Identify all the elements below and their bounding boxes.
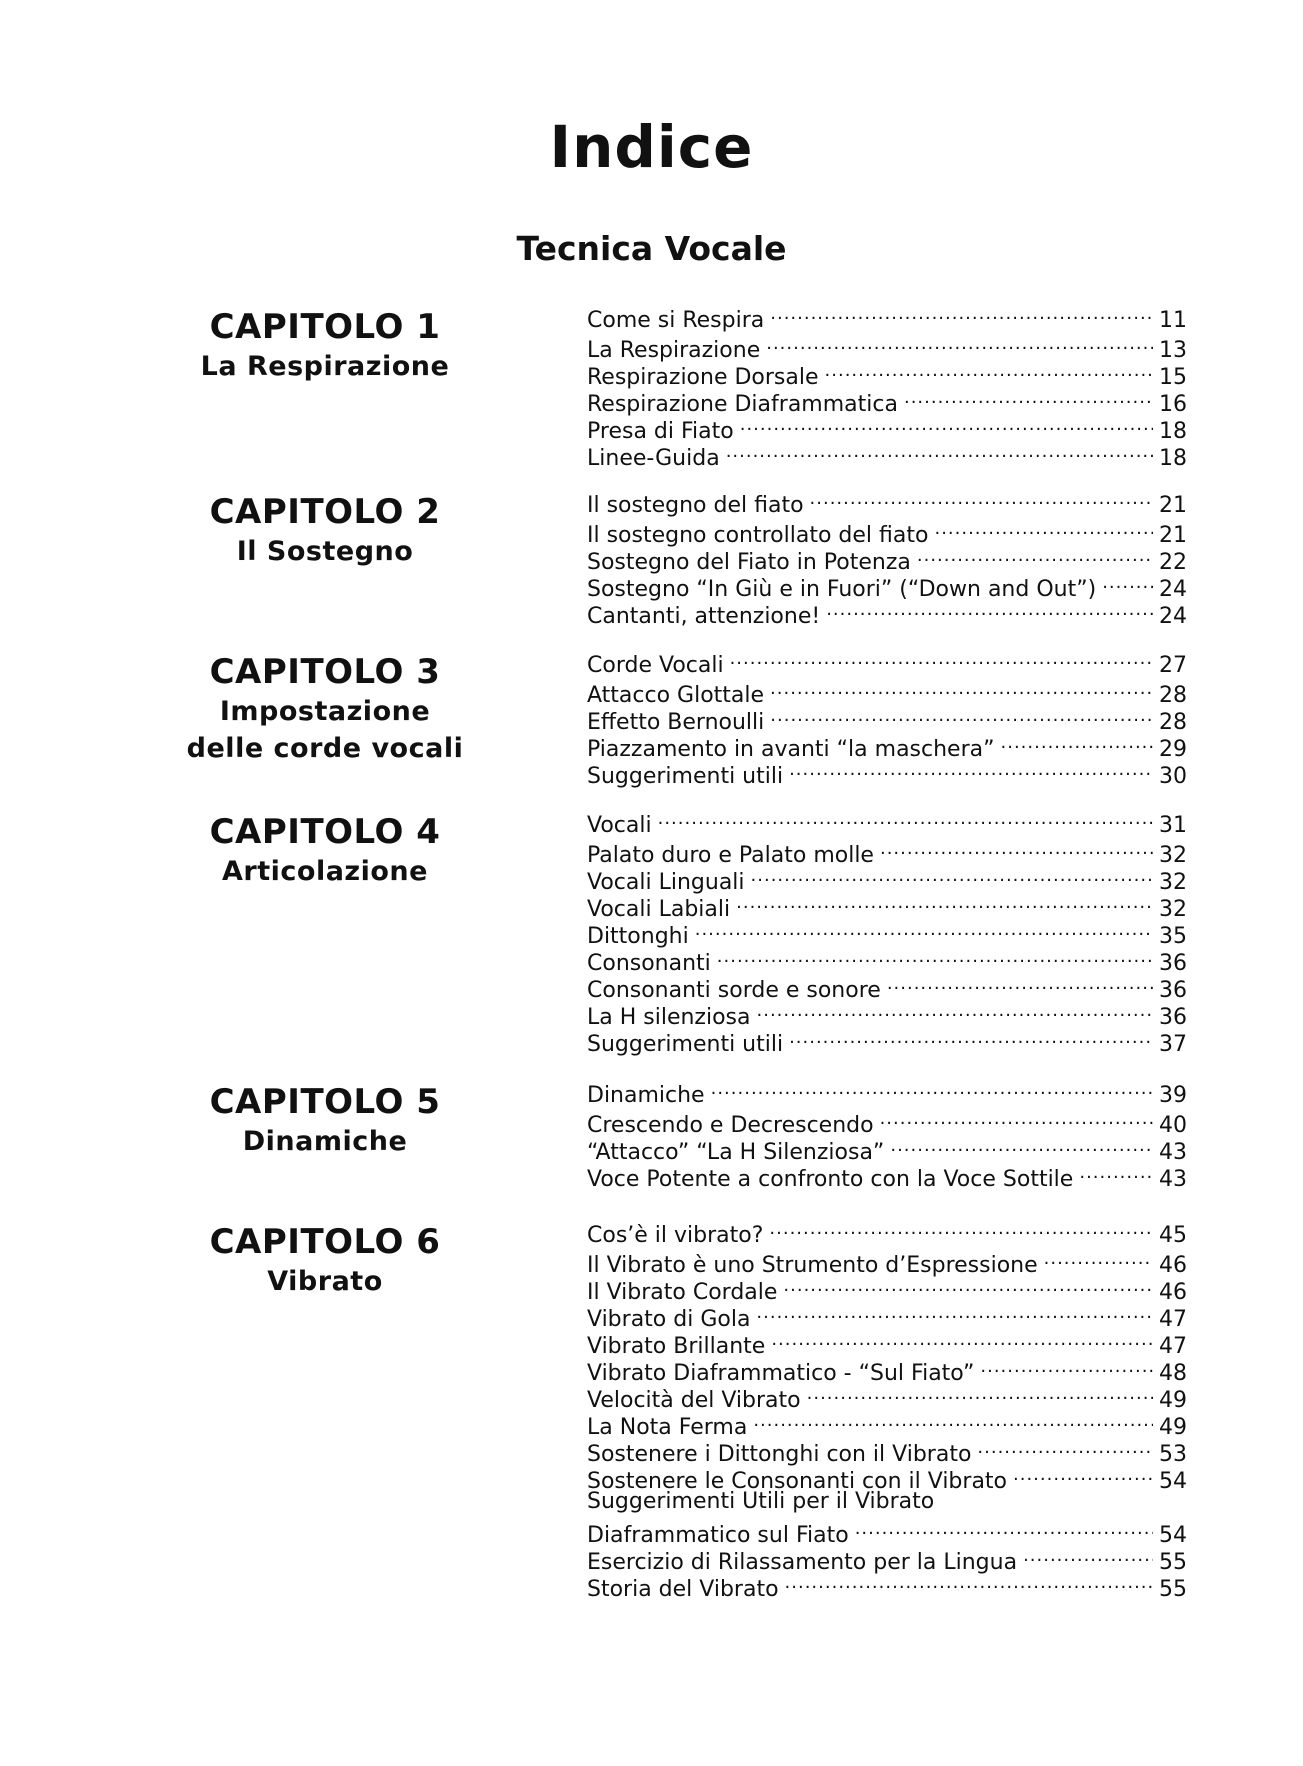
toc-entry-title: Consonanti (587, 951, 711, 976)
chapter-number: CAPITOLO 6 (209, 1222, 441, 1262)
dot-leader (1001, 729, 1153, 756)
toc-entry-title: Crescendo e Decrescendo (587, 1113, 874, 1138)
toc-entry-page: 24 (1159, 604, 1187, 629)
toc-entry[interactable] (587, 645, 1187, 678)
toc-entry-page: 55 (1159, 1550, 1187, 1575)
toc-entry-page: 15 (1159, 365, 1187, 390)
dot-leader (1013, 1461, 1153, 1488)
toc-entry[interactable] (587, 485, 1187, 518)
toc-entry-page: 54 (1159, 1523, 1187, 1548)
dot-leader (826, 596, 1153, 623)
chapter-heading (120, 1221, 530, 1300)
chapter-heading (120, 306, 530, 385)
toc-entry-title: “Attacco” “La H Silenziosa” (587, 1140, 885, 1165)
dot-leader (751, 862, 1153, 889)
toc-entry-page: 32 (1159, 870, 1187, 895)
toc-entry-page: 35 (1159, 924, 1187, 949)
dot-leader (810, 485, 1153, 512)
dot-leader (726, 438, 1153, 465)
toc-entry-page: 28 (1159, 683, 1187, 708)
dot-leader (980, 1353, 1153, 1380)
toc-entry[interactable] (587, 835, 1187, 868)
chapter-name: Il Sostegno (236, 536, 414, 567)
toc-entry-page: 43 (1159, 1140, 1187, 1165)
toc-entry-page: 47 (1159, 1334, 1187, 1359)
toc-entry-title: Esercizio di Rilassamento per la Lingua (587, 1550, 1018, 1575)
toc-entry-title: Vibrato Brillante (587, 1334, 766, 1359)
toc-entry-title: Vocali (587, 813, 652, 838)
toc-entry-title: Sostegno “In Giù e in Fuori” (“Down and Out”) (587, 577, 1097, 602)
dot-leader (730, 645, 1153, 672)
dot-leader (783, 1272, 1153, 1299)
toc-entry-title: Cantanti, attenzione! (587, 604, 821, 629)
toc-entry-title: Sostenere i Dittonghi con il Vibrato (587, 1442, 972, 1467)
toc-entry-title: Storia del Vibrato (587, 1577, 779, 1602)
toc-entry-title: Presa di Fiato (587, 419, 734, 444)
toc-entry-title: Corde Vocali (587, 653, 724, 678)
dot-leader (880, 835, 1153, 862)
toc-entry-page: 28 (1159, 710, 1187, 735)
toc-entry-title: Palato duro e Palato molle (587, 843, 874, 868)
toc-entry-page: 22 (1159, 550, 1187, 575)
toc-entry-page: 27 (1159, 653, 1187, 678)
chapter-entries (587, 805, 1187, 1057)
dot-leader (770, 675, 1153, 702)
toc-entry-title: Voce Potente a confronto con la Voce Sottile (587, 1167, 1074, 1192)
toc-entry-page: 16 (1159, 392, 1187, 417)
toc-entry-title: Vibrato di Gola (587, 1307, 751, 1332)
dot-leader (825, 357, 1153, 384)
toc-entry-page: 43 (1159, 1167, 1187, 1192)
toc-entry-title: Sostenere le Consonanti con il Vibrato (587, 1469, 1008, 1494)
toc-entry-page: 53 (1159, 1442, 1187, 1467)
dot-leader (717, 943, 1153, 970)
dot-leader (695, 916, 1153, 943)
chapter-number: CAPITOLO 3 (209, 652, 441, 692)
toc-entry-page: 45 (1159, 1223, 1187, 1248)
toc-entry[interactable] (587, 1515, 1187, 1548)
chapter-name: La Respirazione (200, 351, 450, 382)
toc-entry[interactable] (587, 805, 1187, 838)
dot-leader (855, 1515, 1153, 1542)
dot-leader (977, 1434, 1153, 1461)
toc-entry-page: 11 (1159, 308, 1187, 333)
toc-entry[interactable] (587, 300, 1187, 333)
toc-entry-page: 36 (1159, 978, 1187, 1003)
dot-leader (766, 330, 1153, 357)
chapter-heading (120, 1081, 530, 1160)
toc-entry-title: Dittonghi (587, 924, 689, 949)
toc-entry-title: Dinamiche (587, 1083, 705, 1108)
toc-entry-page: 18 (1159, 446, 1187, 471)
dot-leader (904, 384, 1153, 411)
toc-entry-page: 21 (1159, 493, 1187, 518)
chapter-entries (587, 645, 1187, 789)
chapter-name: Dinamiche (242, 1126, 408, 1157)
toc-entry-title: Effetto Bernoulli (587, 710, 765, 735)
toc-entry-title: Il Vibrato è uno Strumento d’Espressione (587, 1253, 1038, 1278)
dot-leader (770, 702, 1153, 729)
chapter-number: CAPITOLO 4 (209, 812, 441, 852)
page-title: Indice (549, 113, 754, 181)
chapter-entries (587, 485, 1187, 629)
toc-entry-page: 21 (1159, 523, 1187, 548)
toc-entry-title: Respirazione Dorsale (587, 365, 819, 390)
toc-entry-title: Piazzamento in avanti “la maschera” (587, 737, 995, 762)
toc-entry-title: Sostegno del Fiato in Potenza (587, 550, 911, 575)
dot-leader (736, 889, 1153, 916)
dot-leader (658, 805, 1153, 832)
toc-entry-title: Suggerimenti utili (587, 1032, 784, 1057)
toc-entry[interactable] (587, 1215, 1187, 1248)
toc-entry-title: Consonanti sorde e sonore (587, 978, 881, 1003)
dot-leader (789, 756, 1153, 783)
dot-leader (890, 1132, 1153, 1159)
toc-entry-title: Come si Respira (587, 308, 765, 333)
chapter-name: Vibrato (267, 1266, 383, 1297)
toc-entry-title: Linee-Guida (587, 446, 720, 471)
chapter-name: delle corde vocali (186, 733, 464, 764)
dot-leader (756, 1299, 1153, 1326)
toc-entry[interactable] (587, 1075, 1187, 1108)
chapter-number: CAPITOLO 5 (209, 1082, 441, 1122)
toc-entry-title: Suggerimenti utili (587, 764, 784, 789)
toc-entry-page: 47 (1159, 1307, 1187, 1332)
toc-entry-title: Vocali Labiali (587, 897, 731, 922)
toc-entry-page: 40 (1159, 1113, 1187, 1138)
toc-entry-page: 55 (1159, 1577, 1187, 1602)
dot-leader (785, 1569, 1153, 1596)
toc-entry-title: La H silenziosa (587, 1005, 751, 1030)
toc-entry-title: Diaframmatico sul Fiato (587, 1523, 849, 1548)
toc-entry-page: 30 (1159, 764, 1187, 789)
dot-leader (770, 300, 1153, 327)
toc-entry-title: La Respirazione (587, 338, 761, 363)
dot-leader (917, 542, 1153, 569)
toc-entry-page: 37 (1159, 1032, 1187, 1057)
toc-entry-title: Velocità del Vibrato (587, 1388, 801, 1413)
chapter-entries (587, 1215, 1187, 1602)
dot-leader (711, 1075, 1153, 1102)
toc-entry-page: 13 (1159, 338, 1187, 363)
dot-leader (771, 1326, 1153, 1353)
dot-leader (789, 1024, 1153, 1051)
toc-entry-title: Vibrato Diaframmatico - “Sul Fiato” (587, 1361, 975, 1386)
toc-entry-title: Respirazione Diaframmatica (587, 392, 898, 417)
dot-leader (880, 1105, 1153, 1132)
toc-entry-title: Cos’è il vibrato? (587, 1223, 764, 1248)
chapter-name: Articolazione (222, 856, 428, 887)
toc-entry-page: 24 (1159, 577, 1187, 602)
chapter-entries (587, 300, 1187, 471)
toc-entry-page: 49 (1159, 1415, 1187, 1440)
dot-leader (934, 515, 1153, 542)
dot-leader (753, 1407, 1153, 1434)
toc-entry[interactable] (587, 515, 1187, 548)
toc-entry-page: 32 (1159, 843, 1187, 868)
section-title: Tecnica Vocale (516, 229, 787, 268)
chapter-heading (120, 651, 530, 767)
toc-entry-page: 36 (1159, 951, 1187, 976)
toc-entry-title: Attacco Glottale (587, 683, 765, 708)
chapter-entries (587, 1075, 1187, 1192)
toc-entry-page: 18 (1159, 419, 1187, 444)
dot-leader (1102, 569, 1153, 596)
chapter-number: CAPITOLO 2 (209, 492, 441, 532)
toc-entry-page: 39 (1159, 1083, 1187, 1108)
chapter-number: CAPITOLO 1 (209, 307, 441, 347)
dot-leader (757, 997, 1154, 1024)
toc-entry-title: La Nota Ferma (587, 1415, 748, 1440)
dot-leader (1044, 1245, 1153, 1272)
toc-entry-page: 36 (1159, 1005, 1187, 1030)
toc-entry-page: 54 (1159, 1469, 1187, 1494)
dot-leader (1079, 1159, 1153, 1186)
toc-entry[interactable] (587, 1488, 1187, 1515)
toc-entry-title: Il Vibrato Cordale (587, 1280, 778, 1305)
toc-entry-title: Il sostegno del fiato (587, 493, 804, 518)
chapter-heading (120, 811, 530, 890)
toc-entry-page: 46 (1159, 1280, 1187, 1305)
toc-entry[interactable] (587, 675, 1187, 708)
dot-leader (740, 411, 1153, 438)
toc-entry-page: 31 (1159, 813, 1187, 838)
toc-entry-page: 29 (1159, 737, 1187, 762)
toc-entry[interactable] (587, 330, 1187, 363)
toc-entry-page: 46 (1159, 1253, 1187, 1278)
toc-entry-page: 32 (1159, 897, 1187, 922)
toc-entry-title: Vocali Linguali (587, 870, 745, 895)
toc-entry[interactable] (587, 1245, 1187, 1278)
dot-leader (769, 1215, 1153, 1242)
toc-entry[interactable] (587, 1105, 1187, 1138)
toc-entry-title: Il sostegno controllato del fiato (587, 523, 929, 548)
chapter-heading (120, 491, 530, 570)
toc-entry-page: 48 (1159, 1361, 1187, 1386)
dot-leader (887, 970, 1153, 997)
dot-leader (1023, 1542, 1153, 1569)
dot-leader (807, 1380, 1153, 1407)
chapter-name: Impostazione (219, 696, 431, 727)
toc-entry-title: Suggerimenti Utili per il Vibrato (587, 1489, 935, 1514)
toc-entry-page: 49 (1159, 1388, 1187, 1413)
